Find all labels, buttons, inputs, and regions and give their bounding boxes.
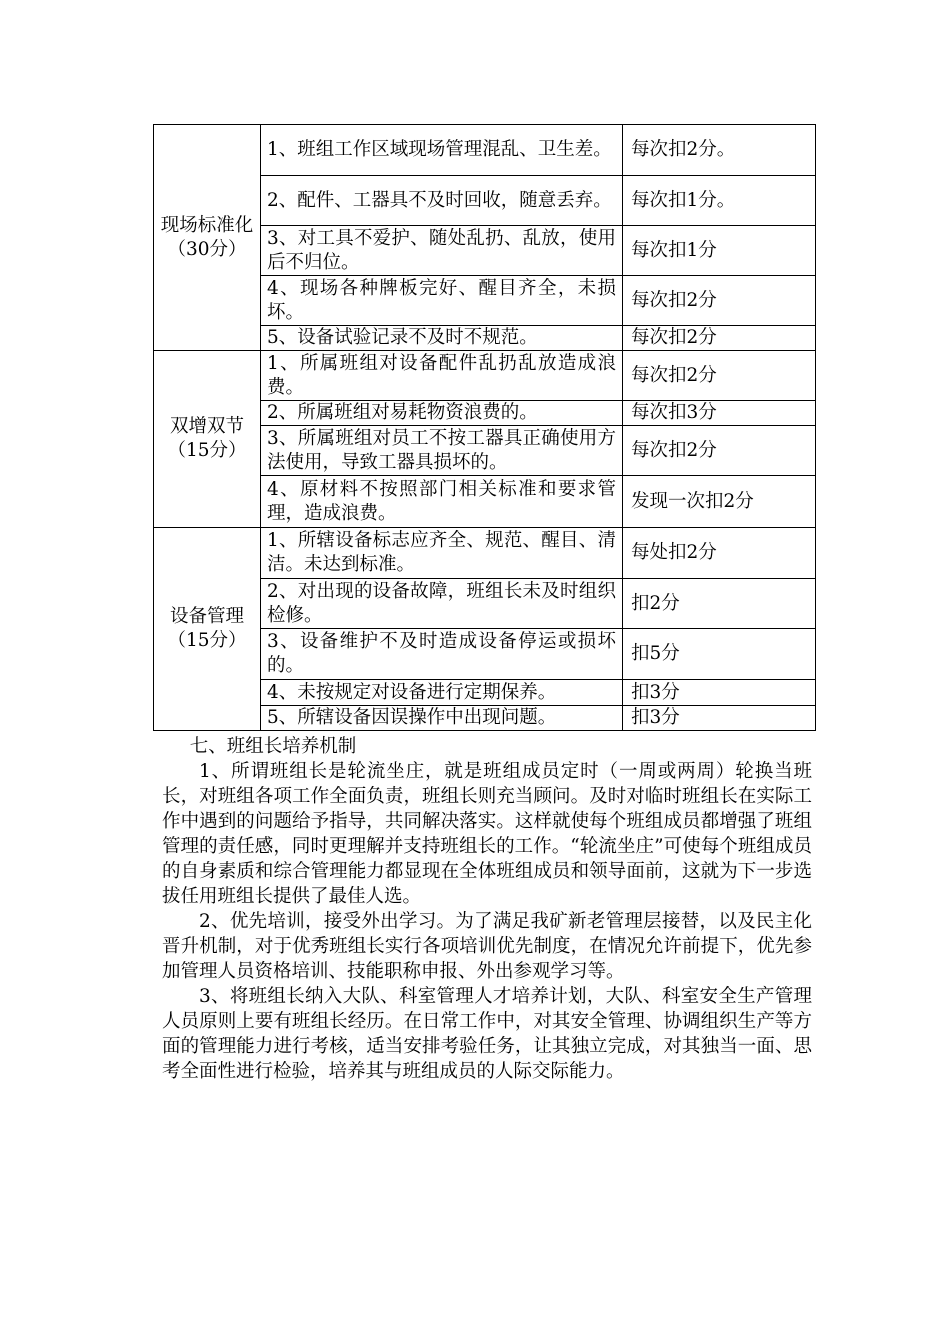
paragraph: 2、优先培训，接受外出学习。为了满足我矿新老管理层接替，以及民主化晋升机制，对于优秀班组长实行各项培训优先制度，在情况允许前提下，优先参加管理人员资格培训、技能职称申报、外出参观学习等。 (162, 911, 812, 982)
deduction-cell: 发现一次扣2分 (623, 476, 816, 528)
table-row (154, 528, 816, 579)
item-cell: 4、现场各种牌板完好、醒目齐全，未损坏。 (261, 276, 623, 326)
item-cell: 2、配件、工器具不及时回收，随意丢弃。 (261, 176, 623, 226)
item-cell: 1、所辖设备标志应齐全、规范、醒目、清洁。未达到标准。 (261, 528, 623, 579)
item-cell: 2、所属班组对易耗物资浪费的。 (261, 401, 623, 426)
category-name: 现场标准化 (160, 214, 254, 236)
deduction-cell: 每次扣2分 (623, 351, 816, 401)
category-points: （15分） (167, 440, 247, 461)
paragraph: 3、将班组长纳入大队、科室管理人才培养计划，大队、科室安全生产管理人员原则上要有班组长经历。在日常工作中，对其安全管理、协调组织生产等方面的管理能力进行考核，适当安排考验任务，让其独立完成，对其独当一面、思考全面性进行检验，培养其与班组成员的人际交际能力。 (162, 986, 812, 1082)
deduction-cell: 每次扣2分 (623, 426, 816, 476)
item-cell: 3、所属班组对员工不按工器具正确使用方法使用，导致工器具损坏的。 (261, 426, 623, 476)
category-cell (154, 351, 261, 528)
item-cell: 4、未按规定对设备进行定期保养。 (261, 680, 623, 706)
section-heading: 七、班组长培养机制 (189, 736, 357, 757)
deduction-cell: 扣5分 (623, 629, 816, 680)
item-cell: 5、设备试验记录不及时不规范。 (261, 326, 623, 351)
body-text (162, 734, 812, 1084)
deduction-cell: 每次扣2分。 (623, 125, 816, 176)
category-name: 双增双节 (169, 416, 244, 437)
item-cell: 3、设备维护不及时造成设备停运或损坏的。 (261, 629, 623, 680)
category-points: （15分） (167, 630, 247, 651)
category-cell (154, 125, 261, 351)
deduction-cell: 每次扣1分。 (623, 176, 816, 226)
item-cell: 2、对出现的设备故障，班组长未及时组织检修。 (261, 579, 623, 629)
item-cell: 1、所属班组对设备配件乱扔乱放造成浪费。 (261, 351, 623, 401)
paragraph: 1、所谓班组长是轮流坐庄，就是班组成员定时（一周或两周）轮换当班长，对班组各项工作全面负责，班组长则充当顾问。及时对临时班组长在实际工作中遇到的问题给予指导，共同解决落实。这样就使每个班组成员都增强了班组管理的责任感，同时更理解并支持班组长的工作。“轮流坐庄”可使每个班组成员的自身素质和综合管理能力都显现在全体班组成员和领导面前，这就为下一步选拔任用班组长提供了最佳人选。 (162, 761, 812, 907)
deduction-cell: 每次扣2分 (623, 276, 816, 326)
item-cell: 5、所辖设备因误操作中出现问题。 (261, 706, 623, 731)
item-cell: 1、班组工作区域现场管理混乱、卫生差。 (261, 125, 623, 176)
item-cell: 4、原材料不按照部门相关标准和要求管理，造成浪费。 (261, 476, 623, 528)
deduction-cell: 每次扣2分 (623, 326, 816, 351)
category-points: （30分） (167, 238, 247, 260)
category-name: 设备管理 (169, 606, 244, 627)
deduction-cell: 扣3分 (623, 680, 816, 706)
category-cell (154, 528, 261, 731)
table-row (154, 351, 816, 401)
deduction-cell: 扣2分 (623, 579, 816, 629)
deduction-cell: 每处扣2分 (623, 528, 816, 579)
table-row (154, 125, 816, 176)
deduction-cell: 每次扣1分 (623, 226, 816, 276)
score-table (153, 124, 816, 731)
item-cell: 3、对工具不爱护、随处乱扔、乱放，使用后不归位。 (261, 226, 623, 276)
deduction-cell: 扣3分 (623, 706, 816, 731)
deduction-cell: 每次扣3分 (623, 401, 816, 426)
